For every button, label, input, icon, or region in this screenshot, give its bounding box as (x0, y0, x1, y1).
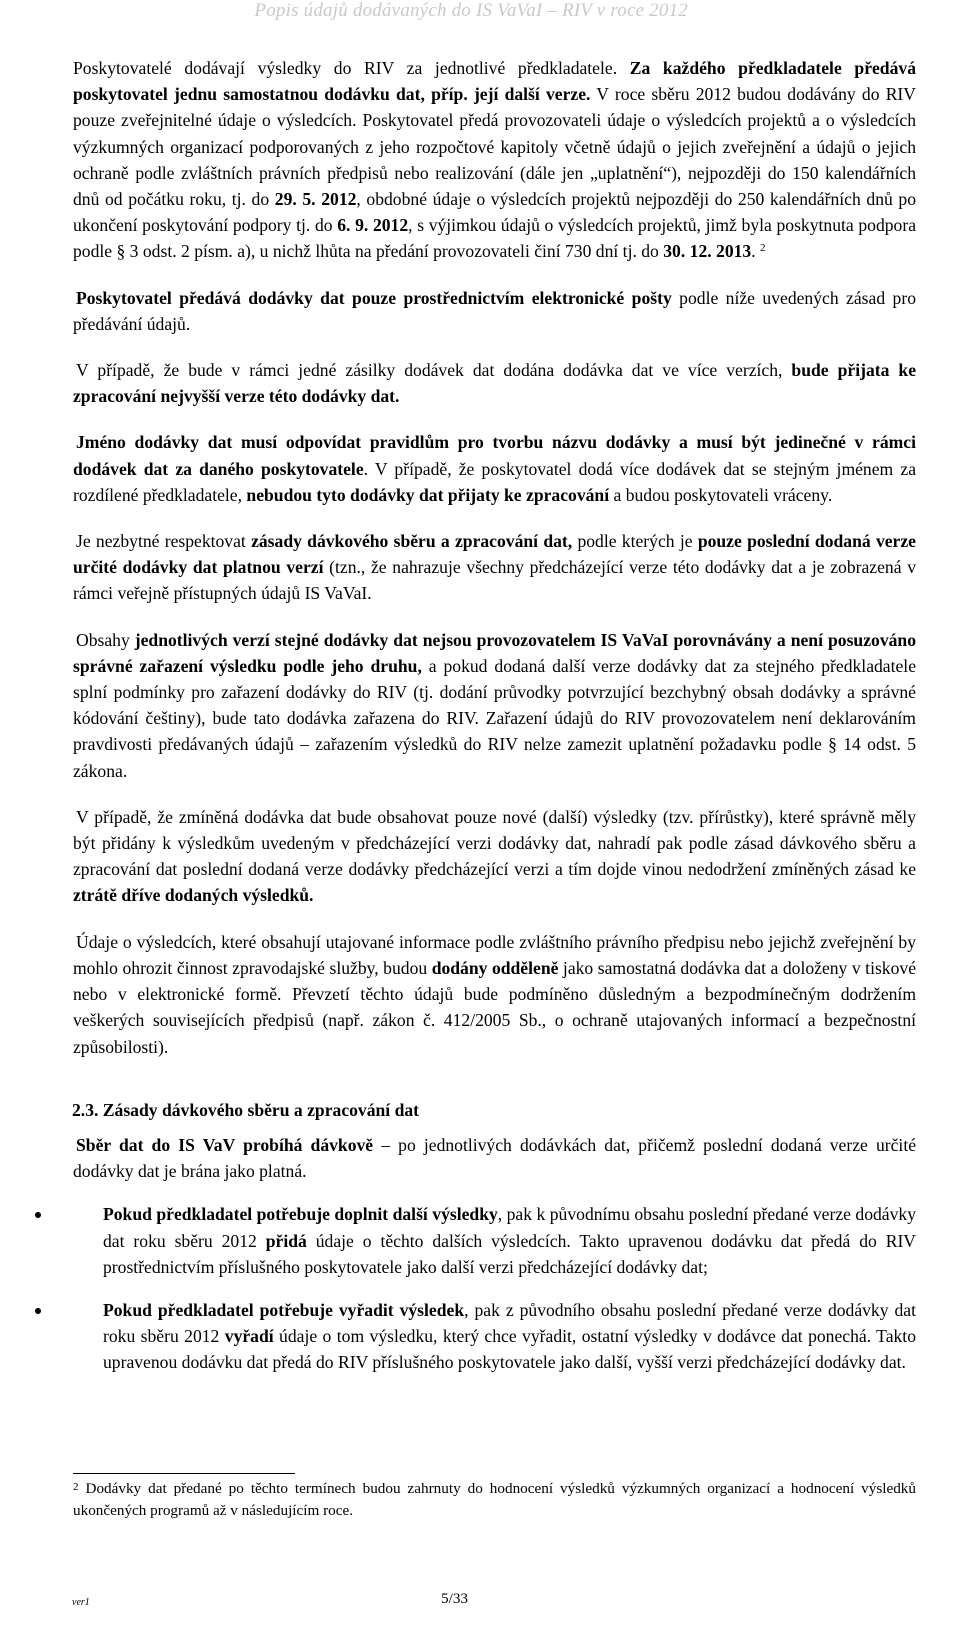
text-run: – po jednotlivých dodávkách dat, přičemž poslední dodaná verze určité dodávky dat je brána jako platná. (73, 1134, 917, 1182)
text-run: podle níže uvedených zásad pro předávání údajů. (73, 287, 916, 334)
text-run: Poskytovatelé dodávají výsledky do RIV za jednotlivé předkladatele. (73, 58, 630, 78)
footer-version: ver1 (72, 1597, 90, 1608)
paragraph-batch-principles (73, 528, 916, 607)
bold-run: Poskytovatel předává dodávky dat pouze prostřednictvím elektronické pošty (76, 287, 672, 308)
bold-run: bude přijata ke zpracování nejvyšší verze této dodávky dat. (73, 360, 916, 407)
footnote-separator (73, 1473, 295, 1474)
text-run: , obdobné údaje o výsledcích projektů nejpozději do 250 kalendářních dnů po ukončení poskytování podpory tj. do (73, 189, 916, 236)
paragraph-email-delivery (73, 285, 916, 337)
paragraph-classified (73, 929, 916, 1060)
footnote-number: 2 (73, 1481, 79, 1493)
bold-run: Jméno dodávky dat musí odpovídat pravidlům pro tvorbu názvu dodávky a musí být jedinečné v rámci dodávek dat za daného poskytovatele (73, 432, 916, 479)
page-header (0, 0, 960, 50)
text-run: V případě, že zmíněná dodávka dat bude obsahovat pouze nové (další) výsledky (tzv. přírůstky), které správně měly být přidány k výsledkům uvedeným v předcházející verzi dodávky dat, nahradí pak podle zásad dávkového sběru a zpracování dat poslední dodaná verze dodávky předcházející verzi a tím dojde vinou nedodržení zmíněných zásad ke (73, 806, 916, 880)
bold-run: přidá (265, 1230, 307, 1251)
text-run: . (751, 241, 761, 262)
bold-run: dodány odděleně (431, 957, 559, 978)
bold-run: pouze poslední dodaná verze určité dodávky dat platnou verzí (73, 531, 916, 578)
bold-run: jednotlivých verzí stejné dodávky dat nejsou provozovatelem IS VaVaI porovnávány a není posuzováno správné zařazení výsledku podle jeho druhu, (73, 629, 916, 676)
footnote-reference[interactable]: 2 (760, 242, 766, 255)
bullet-list (73, 1201, 916, 1375)
text-run: , pak k původnímu obsahu poslední předané verze dodávky dat roku sběru 2012 (103, 1204, 917, 1251)
text-run: a budou poskytovateli vráceny. (609, 484, 833, 505)
list-item (73, 1201, 916, 1280)
text-run: jako samostatná dodávka dat a doloženy v tiskové nebo v elektronické formě. Převzetí těchto údajů bude podmíněno důsledným a bezpodmínečným dodržením veškerých souvisejících předpisů (např. zákon č. 412/2005 Sb., o ochraně utajovaných informací a bezpečnostní způsobilosti). (73, 957, 916, 1057)
paragraph-versions (73, 357, 916, 409)
paragraph-delivery-overview (73, 55, 916, 265)
bullet-icon (35, 1212, 41, 1218)
bold-run: Pokud předkladatel potřebuje vyřadit výsledek (103, 1299, 465, 1320)
text-run: V případě, že bude v rámci jedné zásilky dodávek dat dodána dodávka dat ve více verzích, (76, 360, 792, 381)
text-run: Údaje o výsledcích, které obsahují utajované informace podle zvláštního právního předpisu nebo jejichž zveřejnění by mohlo ohrozit činnost zpravodajské služby, budou (73, 931, 916, 978)
text-run: . V případě, že poskytovatel dodá více dodávek dat se stejným jménem za rozdílené předkladatele, (73, 458, 917, 505)
bold-run: Pokud předkladatel potřebuje doplnit další výsledky (103, 1204, 498, 1225)
bold-run: ztrátě dříve dodaných výsledků. (73, 885, 314, 906)
bold-run: 6. 9. (337, 215, 369, 236)
bullet-icon (35, 1308, 41, 1314)
page-number: 5/33 (441, 1590, 469, 1607)
bold-run: vyřadí (224, 1326, 274, 1347)
bold-run: 29. 5. (274, 189, 316, 210)
bold-run: 30. 12. 2013 (663, 241, 752, 262)
text-run: údaje o těchto dalších výsledcích. Takto upravenou dodávku dat předá do RIV prostřednictvím příslušného poskytovatele jako další verzi předcházející dodávky dat; (103, 1230, 917, 1277)
text-run: Obsahy (76, 629, 135, 650)
paragraph-version-contents (73, 627, 916, 784)
bold-run: 2012 (321, 189, 357, 210)
bold-run: Za každého předkladatele předává poskytovatel jednu samostatnou dodávku dat, příp. její další verze. (73, 58, 916, 105)
bold-run: Sběr dat do IS VaV probíhá dávkově (76, 1134, 374, 1155)
text-run: V roce sběru 2012 budou dodávány do RIV pouze zveřejnitelné údaje o výsledcích. Poskytovatel předá provozovateli údaje o výsledcích projektů a o výsledcích výzkumných organizací podporovaných z jeho rozpočtové kapitoly včetně údajů o jejich zveřejnění a údajů o jejich ochraně podle zvláštních právních předpisů nebo realizování (dále jen „uplatnění“), nejpozději do 150 kalendářních dnů od počátku roku, tj. do (73, 84, 917, 210)
paragraph-naming (73, 429, 916, 508)
bold-run: nebudou tyto dodávky dat přijaty ke zpracování (246, 484, 610, 505)
paragraph-section-intro (73, 1132, 916, 1184)
text-run: Je nezbytné respektovat (76, 531, 252, 552)
text-run: a pokud dodaná další verze dodávky dat za stejného předkladatele splní podmínky pro zařazení dodávky do RIV (tj. dodání průvodky potvrzující bezchybný obsah dodávky a správné kódování češtiny), bude tato dodávka zařazena do RIV. Zařazení údajů do RIV provozovatelem není deklarováním pravdivosti předávaných údajů – zařazením výsledků do RIV nelze zamezit uplatnění požadavku podle § 14 odst. 5 zákona. (73, 655, 916, 781)
header-title: Popis údajů dodávaných do IS VaVaI – RIV v roce 2012 (254, 0, 688, 21)
text-run: podle kterých je (572, 531, 698, 552)
section-heading: 2.3. Zásady dávkového sběru a zpracování dat (72, 1099, 420, 1120)
footnote (73, 1478, 916, 1522)
text-run: údaje o tom výsledku, který chce vyřadit, ostatní výsledky v dodávce dat ponechá. Takto upravenou dodávku dat předá do RIV příslušného poskytovatele jako další, vyšší verzi předcházející dodávky dat. (103, 1326, 916, 1373)
list-item (73, 1297, 916, 1376)
bold-run: zásady dávkového sběru a zpracování dat, (251, 531, 573, 552)
paragraph-increments (73, 804, 916, 909)
text-run: , s výjimkou údajů o výsledcích projektů, jimž byla poskytnuta podpora podle § 3 odst. 2 písm. a), u nichž lhůta na předání provozovateli činí 730 dní tj. do (73, 215, 917, 262)
text-run: , pak z původního obsahu poslední předané verze dodávky dat roku sběru 2012 (103, 1299, 916, 1347)
bold-run: 2012 (372, 215, 409, 236)
text-run: (tzn., že nahrazuje všechny předcházející verze této dodávky dat a je zobrazená v rámci veřejně přístupných údajů IS VaVaI. (73, 557, 916, 604)
document-body (73, 55, 916, 1393)
footnote-text: Dodávky dat předané po těchto termínech budou zahrnuty do hodnocení výsledků výzkumných organizací a hodnocení výsledků ukončených programů až v následujícím roce. (73, 1480, 916, 1519)
